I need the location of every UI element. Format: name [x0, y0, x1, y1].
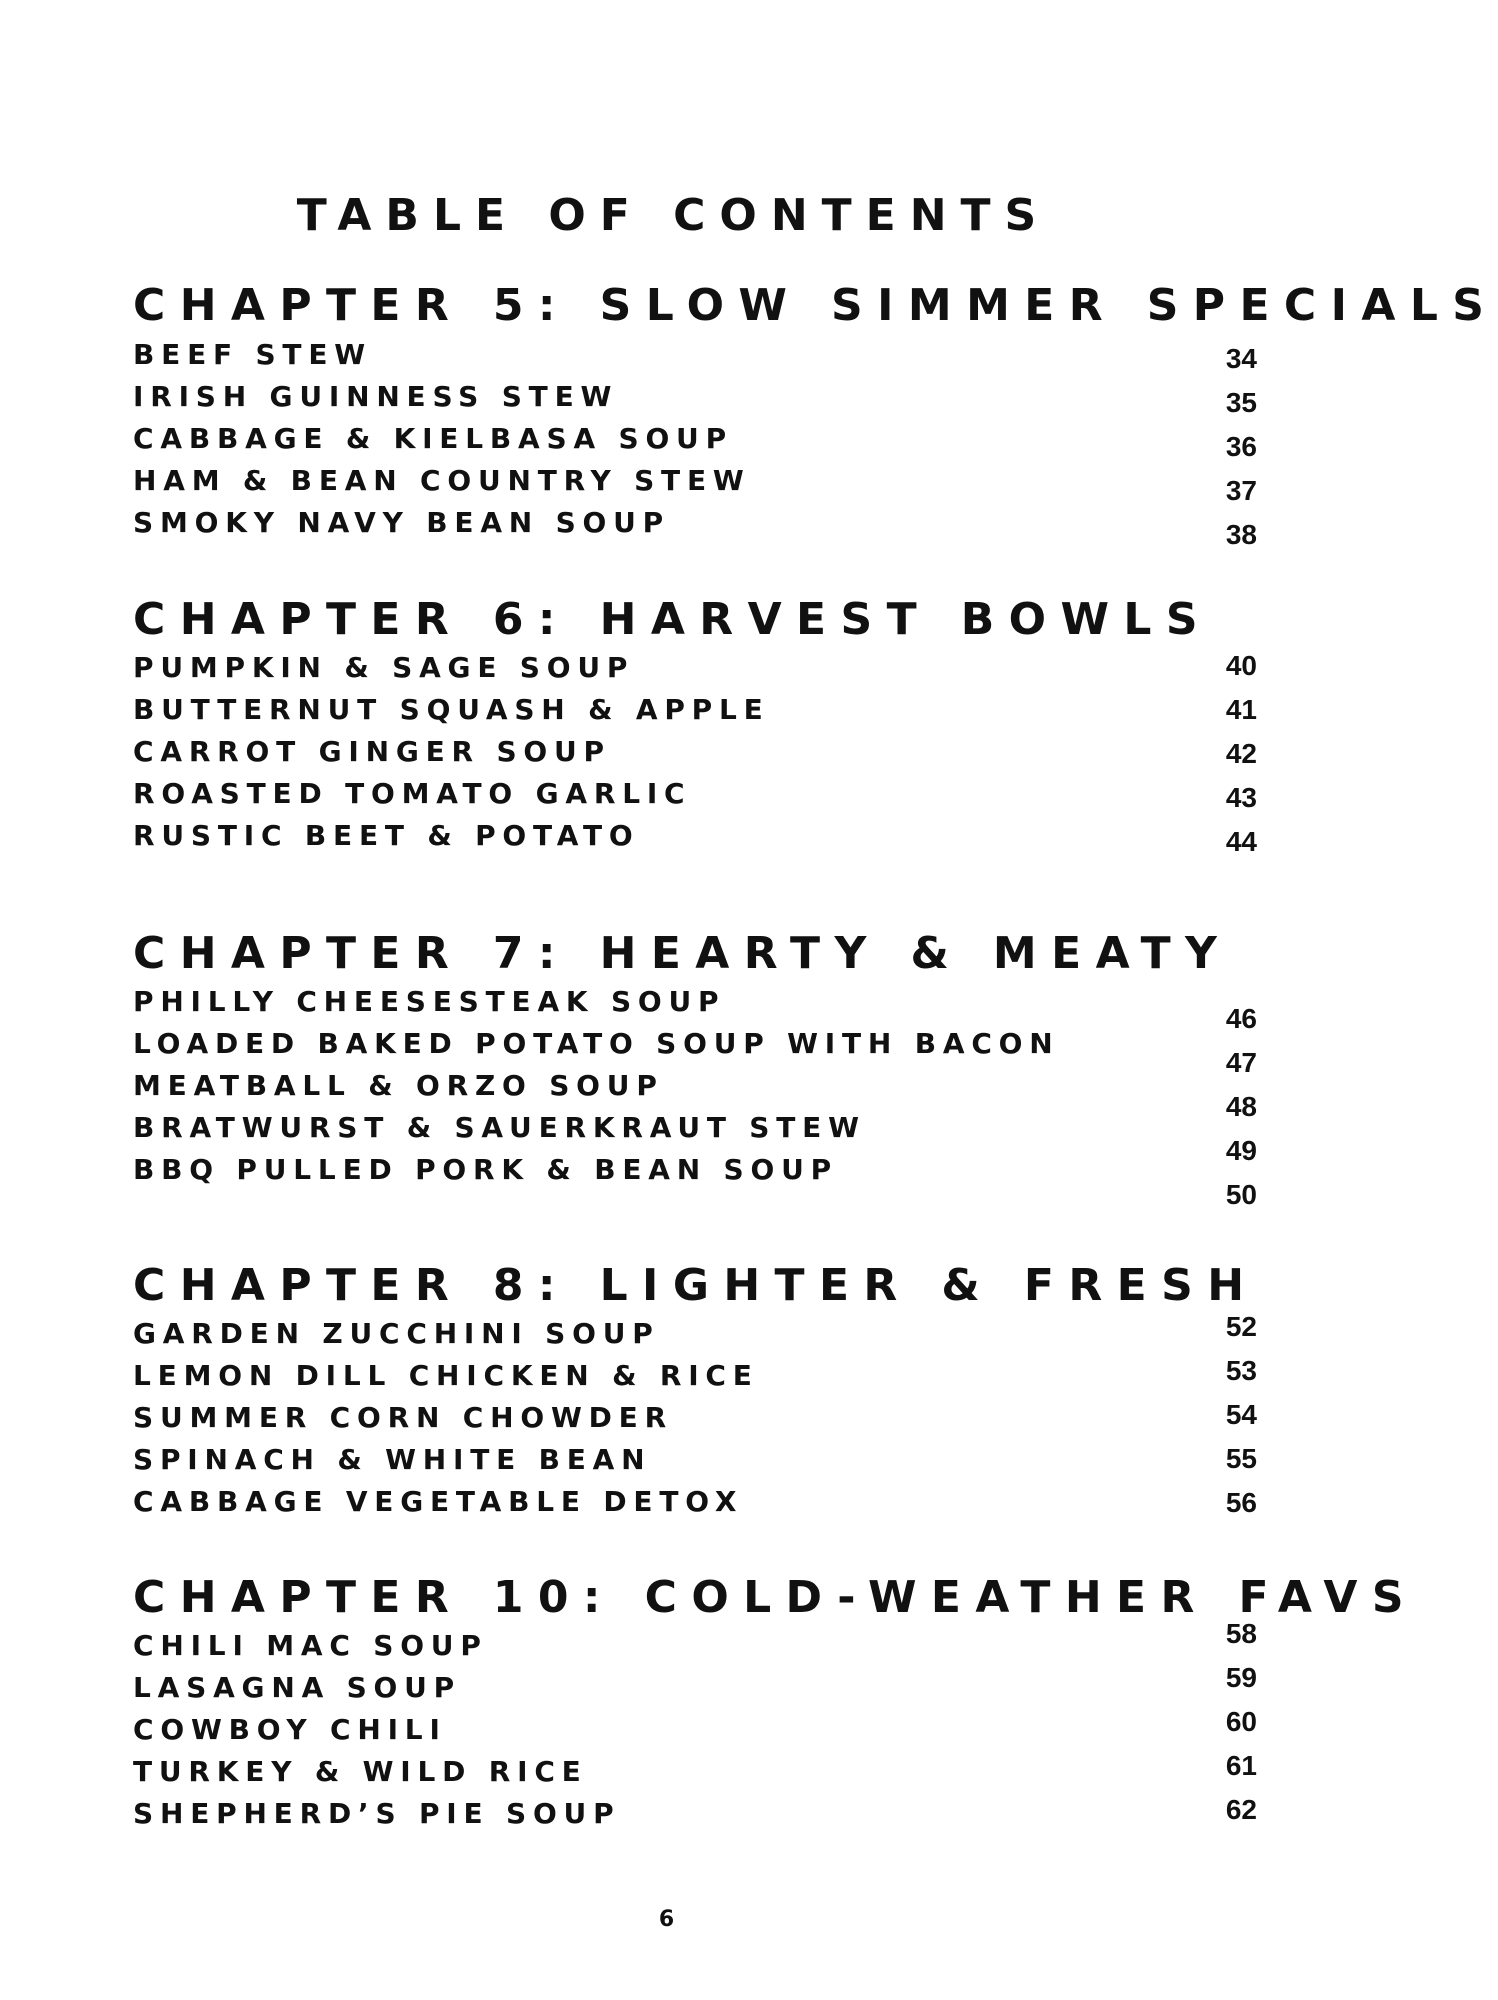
toc-entry-title: MEATBALL & ORZO SOUP: [133, 1069, 664, 1102]
toc-entry-title: CABBAGE & KIELBASA SOUP: [133, 422, 733, 455]
toc-entry-page: 48: [1225, 1091, 1257, 1122]
toc-entry-page: 59: [1225, 1662, 1257, 1693]
toc-entry-page: 40: [1225, 650, 1257, 681]
toc-entry-page: 60: [1225, 1706, 1257, 1737]
toc-entry-title: BEEF STEW: [133, 338, 372, 371]
chapter-heading: CHAPTER 8: LIGHTER & FRESH: [133, 1260, 1259, 1311]
page-title: TABLE OF CONTENTS: [296, 190, 1051, 241]
toc-entry-page: 56: [1225, 1487, 1257, 1518]
toc-entry-page: 38: [1225, 519, 1257, 550]
toc-entry-page: 54: [1225, 1399, 1257, 1430]
toc-entry-title: PUMPKIN & SAGE SOUP: [133, 651, 635, 684]
toc-entry-title: BRATWURST & SAUERKRAUT STEW: [133, 1111, 866, 1144]
toc-entry-page: 62: [1225, 1794, 1257, 1825]
toc-entry-page: 44: [1225, 826, 1257, 857]
toc-entry-page: 42: [1225, 738, 1257, 769]
toc-entry-title: CARROT GINGER SOUP: [133, 735, 611, 768]
toc-entry-title: SMOKY NAVY BEAN SOUP: [133, 506, 670, 539]
toc-entry-page: 55: [1225, 1443, 1257, 1474]
toc-entry-page: 47: [1225, 1047, 1257, 1078]
toc-entry-title: GARDEN ZUCCHINI SOUP: [133, 1317, 660, 1350]
toc-entry-title: PHILLY CHEESESTEAK SOUP: [133, 985, 726, 1018]
chapter-heading: CHAPTER 5: SLOW SIMMER SPECIALS: [133, 280, 1498, 331]
toc-entry-title: LEMON DILL CHICKEN & RICE: [133, 1359, 759, 1392]
toc-entry-page: 41: [1225, 694, 1257, 725]
toc-entry-page: 37: [1225, 475, 1257, 506]
toc-entry-page: 35: [1225, 387, 1257, 418]
toc-entry-title: BUTTERNUT SQUASH & APPLE: [133, 693, 770, 726]
toc-entry-page: 46: [1225, 1003, 1257, 1034]
toc-entry-page: 43: [1225, 782, 1257, 813]
toc-entry-title: RUSTIC BEET & POTATO: [133, 819, 640, 852]
toc-entry-title: CHILI MAC SOUP: [133, 1629, 488, 1662]
chapter-heading: CHAPTER 7: HEARTY & MEATY: [133, 928, 1232, 979]
toc-entry-title: ROASTED TOMATO GARLIC: [133, 777, 692, 810]
toc-entry-page: 36: [1225, 431, 1257, 462]
toc-entry-title: LOADED BAKED POTATO SOUP WITH BACON: [133, 1027, 1060, 1060]
chapter-heading: CHAPTER 10: COLD-WEATHER FAVS: [133, 1572, 1418, 1623]
toc-entry-title: SUMMER CORN CHOWDER: [133, 1401, 673, 1434]
toc-entry-title: SHEPHERD’S PIE SOUP: [133, 1797, 621, 1830]
toc-entry-title: COWBOY CHILI: [133, 1713, 447, 1746]
toc-entry-title: HAM & BEAN COUNTRY STEW: [133, 464, 751, 497]
toc-entry-page: 58: [1225, 1618, 1257, 1649]
toc-entry-title: SPINACH & WHITE BEAN: [133, 1443, 652, 1476]
chapter-heading: CHAPTER 6: HARVEST BOWLS: [133, 594, 1212, 645]
toc-entry-page: 34: [1225, 343, 1257, 374]
toc-entry-page: 50: [1225, 1179, 1257, 1210]
toc-entry-title: IRISH GUINNESS STEW: [133, 380, 619, 413]
toc-entry-title: TURKEY & WILD RICE: [133, 1755, 588, 1788]
page-number: 6: [658, 1907, 675, 1932]
toc-entry-page: 61: [1225, 1750, 1257, 1781]
toc-entry-title: LASAGNA SOUP: [133, 1671, 462, 1704]
toc-entry-title: BBQ PULLED PORK & BEAN SOUP: [133, 1153, 838, 1186]
toc-entry-page: 52: [1225, 1311, 1257, 1342]
toc-entry-page: 49: [1225, 1135, 1257, 1166]
toc-entry-page: 53: [1225, 1355, 1257, 1386]
toc-entry-title: CABBAGE VEGETABLE DETOX: [133, 1485, 744, 1518]
